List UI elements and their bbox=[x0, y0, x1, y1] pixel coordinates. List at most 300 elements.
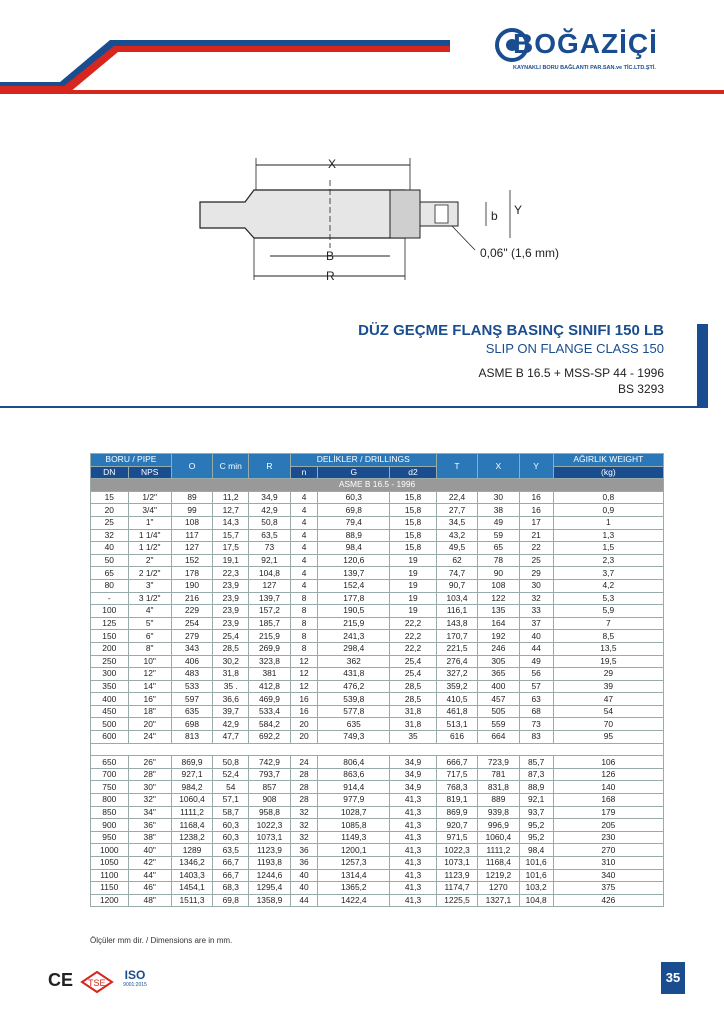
table-row bbox=[91, 642, 664, 655]
table-cell: 12 bbox=[290, 668, 318, 681]
table-cell: 152,4 bbox=[318, 579, 390, 592]
table-cell: 89 bbox=[171, 491, 212, 504]
table-cell: 20 bbox=[290, 731, 318, 744]
table-cell: 750 bbox=[91, 781, 129, 794]
table-cell: 1111,2 bbox=[478, 844, 519, 857]
table-cell: 65 bbox=[478, 542, 519, 555]
table-cell: 908 bbox=[249, 794, 290, 807]
table-cell: 41,3 bbox=[390, 857, 437, 870]
table-cell: 1225,5 bbox=[436, 894, 477, 907]
table-cell: 16 bbox=[290, 705, 318, 718]
table-cell: 46" bbox=[128, 882, 171, 895]
table-row bbox=[91, 857, 664, 870]
table-cell: 1365,2 bbox=[318, 882, 390, 895]
table-cell: 1060,4 bbox=[478, 831, 519, 844]
table-cell: 65 bbox=[91, 567, 129, 580]
table-cell: 1022,3 bbox=[436, 844, 477, 857]
table-cell: 98,4 bbox=[318, 542, 390, 555]
th-y: Y bbox=[519, 454, 553, 479]
table-cell: 1,5 bbox=[553, 542, 663, 555]
table-row bbox=[91, 731, 664, 744]
table-cell: 40 bbox=[91, 542, 129, 555]
label-y: Y bbox=[514, 203, 523, 217]
iso-text: ISO bbox=[124, 968, 146, 982]
table-cell: 600 bbox=[91, 731, 129, 744]
table-cell: 30" bbox=[128, 781, 171, 794]
table-cell: 269,9 bbox=[249, 642, 290, 655]
table-cell: 49 bbox=[478, 516, 519, 529]
table-cell: 200 bbox=[91, 642, 129, 655]
table-cell: 19 bbox=[390, 567, 437, 580]
table-cell: 1174,7 bbox=[436, 882, 477, 895]
table-cell: 4" bbox=[128, 605, 171, 618]
table-cell: 57,1 bbox=[213, 794, 249, 807]
table-cell: 42" bbox=[128, 857, 171, 870]
table-cell: 22,4 bbox=[436, 491, 477, 504]
table-cell: 38 bbox=[478, 504, 519, 517]
table-cell: 1257,3 bbox=[318, 857, 390, 870]
table-cell: 42,9 bbox=[249, 504, 290, 517]
table-cell: 12,7 bbox=[213, 504, 249, 517]
table-cell: 4 bbox=[290, 542, 318, 555]
table-cell: 950 bbox=[91, 831, 129, 844]
table-cell: 95,2 bbox=[519, 819, 553, 832]
table-cell: 869,9 bbox=[436, 806, 477, 819]
table-cell: 15,7 bbox=[213, 529, 249, 542]
label-R: R bbox=[326, 269, 335, 283]
table-cell: 22,2 bbox=[390, 617, 437, 630]
table-cell: 41,3 bbox=[390, 882, 437, 895]
table-cell: 863,6 bbox=[318, 768, 390, 781]
table-cell: 120,6 bbox=[318, 554, 390, 567]
table-cell: 857 bbox=[249, 781, 290, 794]
table-cell: 1346,2 bbox=[171, 857, 212, 870]
table-cell: 157,2 bbox=[249, 605, 290, 618]
table-cell: 559 bbox=[478, 718, 519, 731]
table-cell: 749,3 bbox=[318, 731, 390, 744]
table-cell: 616 bbox=[436, 731, 477, 744]
table-cell: 50,8 bbox=[213, 756, 249, 769]
table-cell: 44 bbox=[290, 894, 318, 907]
table-cell: 103,4 bbox=[436, 592, 477, 605]
table-cell: 25 bbox=[91, 516, 129, 529]
table-row bbox=[91, 668, 664, 681]
table-cell: 1168,4 bbox=[171, 819, 212, 832]
table-cell: 127 bbox=[249, 579, 290, 592]
table-cell: 920,7 bbox=[436, 819, 477, 832]
table-cell: 12" bbox=[128, 668, 171, 681]
table-cell: 73 bbox=[519, 718, 553, 731]
table-cell: 104,8 bbox=[249, 567, 290, 580]
table-cell: 1295,4 bbox=[249, 882, 290, 895]
table-cell: 831,8 bbox=[478, 781, 519, 794]
table-cell: 40 bbox=[519, 630, 553, 643]
table-cell: 3" bbox=[128, 579, 171, 592]
brand-subtitle: KAYNAKLI BORU BAĞLANTI PAR.SAN.ve TİC.LTD.ŞTİ. bbox=[513, 65, 656, 71]
table-cell: 17 bbox=[519, 516, 553, 529]
th-r: R bbox=[249, 454, 290, 479]
table-row bbox=[91, 705, 664, 718]
table-cell: 36" bbox=[128, 819, 171, 832]
table-row bbox=[91, 781, 664, 794]
table-cell: 16 bbox=[519, 504, 553, 517]
table-cell: 340 bbox=[553, 869, 663, 882]
table-cell: 1060,4 bbox=[171, 794, 212, 807]
th-kg: (kg) bbox=[553, 466, 663, 479]
table-cell: 52,4 bbox=[213, 768, 249, 781]
table-row bbox=[91, 592, 664, 605]
table-cell: 2 1/2" bbox=[128, 567, 171, 580]
table-cell: 41,3 bbox=[390, 869, 437, 882]
table-cell: 505 bbox=[478, 705, 519, 718]
table-cell: 17,5 bbox=[213, 542, 249, 555]
table-cell: - bbox=[91, 592, 129, 605]
table-cell: 723,9 bbox=[478, 756, 519, 769]
table-cell: 2,3 bbox=[553, 554, 663, 567]
table-cell: 19,5 bbox=[553, 655, 663, 668]
table-cell: 1454,1 bbox=[171, 882, 212, 895]
table-row bbox=[91, 882, 664, 895]
table-cell: 63,5 bbox=[213, 844, 249, 857]
table-cell: 73 bbox=[249, 542, 290, 555]
table-cell: 50,8 bbox=[249, 516, 290, 529]
table-row bbox=[91, 504, 664, 517]
table-cell: 664 bbox=[478, 731, 519, 744]
table-cell: 14" bbox=[128, 680, 171, 693]
table-cell: 29 bbox=[519, 567, 553, 580]
table-cell: 140 bbox=[553, 781, 663, 794]
table-cell: 1123,9 bbox=[249, 844, 290, 857]
table-cell: 22 bbox=[519, 542, 553, 555]
table-cell: 88,9 bbox=[318, 529, 390, 542]
label-B: B bbox=[326, 249, 335, 263]
table-cell: 1149,3 bbox=[318, 831, 390, 844]
th-weight: AĞIRLIK WEIGHT bbox=[553, 454, 663, 467]
table-cell: 101,6 bbox=[519, 857, 553, 870]
brand-name: BOĞAZİÇİ bbox=[513, 28, 658, 59]
table-cell: 20" bbox=[128, 718, 171, 731]
dimension-table bbox=[90, 453, 664, 907]
table-cell: 34,9 bbox=[390, 768, 437, 781]
table-row bbox=[91, 806, 664, 819]
table-cell: 16" bbox=[128, 693, 171, 706]
iso-badge-icon bbox=[120, 968, 150, 988]
table-cell: 26" bbox=[128, 756, 171, 769]
title-tr: DÜZ GEÇME FLANŞ BASINÇ SINIFI 150 LB bbox=[358, 322, 664, 339]
table-cell: 21 bbox=[519, 529, 553, 542]
table-cell: 23,9 bbox=[213, 605, 249, 618]
table-cell: 59 bbox=[478, 529, 519, 542]
table-row bbox=[91, 579, 664, 592]
table-cell: 246 bbox=[478, 642, 519, 655]
table-cell: 12 bbox=[290, 680, 318, 693]
table-cell: 500 bbox=[91, 718, 129, 731]
table-cell: 381 bbox=[249, 668, 290, 681]
table-cell: 984,2 bbox=[171, 781, 212, 794]
table-cell: 28 bbox=[290, 794, 318, 807]
table-cell: 170,7 bbox=[436, 630, 477, 643]
table-cell: 47,7 bbox=[213, 731, 249, 744]
table-cell: 66,7 bbox=[213, 857, 249, 870]
table-cell: 38" bbox=[128, 831, 171, 844]
table-cell: 483 bbox=[171, 668, 212, 681]
table-cell: 1270 bbox=[478, 882, 519, 895]
table-cell: 0,8 bbox=[553, 491, 663, 504]
table-cell: 375 bbox=[553, 882, 663, 895]
table-cell: 106 bbox=[553, 756, 663, 769]
table-cell: 19 bbox=[390, 605, 437, 618]
th-o: O bbox=[171, 454, 212, 479]
table-row bbox=[91, 567, 664, 580]
table-cell: 1358,9 bbox=[249, 894, 290, 907]
table-cell: 1219,2 bbox=[478, 869, 519, 882]
table-cell: 27,7 bbox=[436, 504, 477, 517]
table-cell: 8,5 bbox=[553, 630, 663, 643]
table-cell: 1403,3 bbox=[171, 869, 212, 882]
table-cell: 190,5 bbox=[318, 605, 390, 618]
table-cell: 63,5 bbox=[249, 529, 290, 542]
table-cell: 362 bbox=[318, 655, 390, 668]
table-cell: 25,4 bbox=[213, 630, 249, 643]
table-cell: 221,5 bbox=[436, 642, 477, 655]
table-cell: 5,9 bbox=[553, 605, 663, 618]
table-cell: 12 bbox=[290, 655, 318, 668]
table-cell: 37 bbox=[519, 617, 553, 630]
table-cell: 457 bbox=[478, 693, 519, 706]
table-cell: 412,8 bbox=[249, 680, 290, 693]
table-cell: 216 bbox=[171, 592, 212, 605]
table-cell: 806,4 bbox=[318, 756, 390, 769]
table-cell: 1 1/2" bbox=[128, 542, 171, 555]
units-note: Ölçüler mm dir. / Dimensions are in mm. bbox=[90, 936, 233, 945]
table-cell: 22,3 bbox=[213, 567, 249, 580]
table-cell: 469,9 bbox=[249, 693, 290, 706]
table-cell: 32 bbox=[290, 819, 318, 832]
table-cell: 577,8 bbox=[318, 705, 390, 718]
table-cell: 41,3 bbox=[390, 894, 437, 907]
table-cell: 108 bbox=[171, 516, 212, 529]
table-cell: 135 bbox=[478, 605, 519, 618]
table-cell: 150 bbox=[91, 630, 129, 643]
table-cell: 1289 bbox=[171, 844, 212, 857]
table-row bbox=[91, 655, 664, 668]
table-cell: 8 bbox=[290, 605, 318, 618]
table-cell: 15,8 bbox=[390, 504, 437, 517]
table-cell: 179 bbox=[553, 806, 663, 819]
table-cell: 139,7 bbox=[318, 567, 390, 580]
table-cell: 23,9 bbox=[213, 592, 249, 605]
table-cell: 7 bbox=[553, 617, 663, 630]
table-cell: 461,8 bbox=[436, 705, 477, 718]
table-cell: 23,9 bbox=[213, 617, 249, 630]
table-cell: 34,9 bbox=[249, 491, 290, 504]
table-cell: 43,2 bbox=[436, 529, 477, 542]
table-cell: 28 bbox=[290, 781, 318, 794]
table-cell: 1022,3 bbox=[249, 819, 290, 832]
table-cell: 19,1 bbox=[213, 554, 249, 567]
table-cell: 229 bbox=[171, 605, 212, 618]
table-cell: 54 bbox=[553, 705, 663, 718]
table-cell: 692,2 bbox=[249, 731, 290, 744]
table-cell: 15,8 bbox=[390, 516, 437, 529]
table-cell: 533,4 bbox=[249, 705, 290, 718]
table-cell: 666,7 bbox=[436, 756, 477, 769]
divider-line bbox=[0, 406, 708, 408]
table-cell: 1200 bbox=[91, 894, 129, 907]
table-cell: 63 bbox=[519, 693, 553, 706]
table-cell: 95,2 bbox=[519, 831, 553, 844]
table-cell: 1 bbox=[553, 516, 663, 529]
table-row bbox=[91, 617, 664, 630]
table-cell: 90,7 bbox=[436, 579, 477, 592]
table-cell: 185,7 bbox=[249, 617, 290, 630]
table-cell: 323,8 bbox=[249, 655, 290, 668]
table-row bbox=[91, 819, 664, 832]
table-cell: 34,9 bbox=[390, 781, 437, 794]
table-cell: 819,1 bbox=[436, 794, 477, 807]
table-cell: 431,8 bbox=[318, 668, 390, 681]
table-row bbox=[91, 491, 664, 504]
table-cell: 100 bbox=[91, 605, 129, 618]
th-drillings: DELİKLER / DRILLINGS bbox=[290, 454, 436, 467]
table-cell: 793,7 bbox=[249, 768, 290, 781]
table-cell: 6" bbox=[128, 630, 171, 643]
table-cell: 4 bbox=[290, 554, 318, 567]
table-cell: 80 bbox=[91, 579, 129, 592]
table-cell: 32 bbox=[290, 806, 318, 819]
table-cell: 58,7 bbox=[213, 806, 249, 819]
table-cell: 635 bbox=[318, 718, 390, 731]
table-cell: 125 bbox=[91, 617, 129, 630]
table-cell: 250 bbox=[91, 655, 129, 668]
table-cell: 305 bbox=[478, 655, 519, 668]
table-cell: 85,7 bbox=[519, 756, 553, 769]
table-cell: 1028,7 bbox=[318, 806, 390, 819]
table-cell: 4 bbox=[290, 504, 318, 517]
table-cell: 2" bbox=[128, 554, 171, 567]
table-row bbox=[91, 554, 664, 567]
table-cell: 95 bbox=[553, 731, 663, 744]
table-cell: 597 bbox=[171, 693, 212, 706]
table-cell: 1073,1 bbox=[249, 831, 290, 844]
table-cell: 8 bbox=[290, 642, 318, 655]
table-cell: 117 bbox=[171, 529, 212, 542]
table-cell: 31,8 bbox=[213, 668, 249, 681]
table-cell: 101,6 bbox=[519, 869, 553, 882]
table-cell: 23,9 bbox=[213, 579, 249, 592]
table-cell: 1,3 bbox=[553, 529, 663, 542]
table-cell: 19 bbox=[390, 579, 437, 592]
table-cell: 68,3 bbox=[213, 882, 249, 895]
th-t: T bbox=[436, 454, 477, 479]
table-cell: 215,9 bbox=[318, 617, 390, 630]
table-cell: 1168,4 bbox=[478, 857, 519, 870]
table-cell: 19 bbox=[390, 592, 437, 605]
table-cell: 28" bbox=[128, 768, 171, 781]
table-cell: 3/4" bbox=[128, 504, 171, 517]
table-cell: 74,7 bbox=[436, 567, 477, 580]
table-row bbox=[91, 894, 664, 907]
table-cell: 13,5 bbox=[553, 642, 663, 655]
table-cell: 5" bbox=[128, 617, 171, 630]
table-cell: 1314,4 bbox=[318, 869, 390, 882]
table-row bbox=[91, 680, 664, 693]
table-cell: 768,3 bbox=[436, 781, 477, 794]
label-b: b bbox=[491, 209, 498, 223]
table-cell: 66,7 bbox=[213, 869, 249, 882]
table-cell: 42,9 bbox=[213, 718, 249, 731]
table-cell: 1422,4 bbox=[318, 894, 390, 907]
table-cell: 1244,6 bbox=[249, 869, 290, 882]
table-cell: 103,2 bbox=[519, 882, 553, 895]
table-cell: 47 bbox=[553, 693, 663, 706]
section-label: BS 3293 bbox=[91, 743, 664, 756]
table-cell: 850 bbox=[91, 806, 129, 819]
table-cell: 39,7 bbox=[213, 705, 249, 718]
table-cell: 41,3 bbox=[390, 831, 437, 844]
table-cell: 177,8 bbox=[318, 592, 390, 605]
table-cell: 327,2 bbox=[436, 668, 477, 681]
flange-diagram bbox=[190, 150, 590, 290]
table-cell: 99 bbox=[171, 504, 212, 517]
table-cell: 700 bbox=[91, 768, 129, 781]
table-row bbox=[91, 844, 664, 857]
tse-icon bbox=[80, 970, 114, 994]
table-cell: 3 1/2" bbox=[128, 592, 171, 605]
table-cell: 50 bbox=[91, 554, 129, 567]
table-cell: 88,9 bbox=[519, 781, 553, 794]
table-cell: 650 bbox=[91, 756, 129, 769]
table-cell: 254 bbox=[171, 617, 212, 630]
table-cell: 69,8 bbox=[213, 894, 249, 907]
table-cell: 977,9 bbox=[318, 794, 390, 807]
table-cell: 300 bbox=[91, 668, 129, 681]
table-cell: 539,8 bbox=[318, 693, 390, 706]
table-cell: 30 bbox=[519, 579, 553, 592]
table-cell: 39 bbox=[553, 680, 663, 693]
table-cell: 60,3 bbox=[213, 831, 249, 844]
table-cell: 139,7 bbox=[249, 592, 290, 605]
table-cell: 30,2 bbox=[213, 655, 249, 668]
table-cell: 83 bbox=[519, 731, 553, 744]
table-cell: 126 bbox=[553, 768, 663, 781]
table-cell: 90 bbox=[478, 567, 519, 580]
table-body bbox=[91, 479, 664, 907]
table-cell: 16 bbox=[519, 491, 553, 504]
table-cell: 92,1 bbox=[519, 794, 553, 807]
table-cell: 44" bbox=[128, 869, 171, 882]
table-cell: 24 bbox=[290, 756, 318, 769]
table-cell: 36 bbox=[290, 844, 318, 857]
table-cell: 1/2" bbox=[128, 491, 171, 504]
table-cell: 122 bbox=[478, 592, 519, 605]
header-banner bbox=[0, 0, 724, 100]
table-cell: 70 bbox=[553, 718, 663, 731]
table-cell: 958,8 bbox=[249, 806, 290, 819]
table-cell: 41,3 bbox=[390, 806, 437, 819]
table-cell: 971,5 bbox=[436, 831, 477, 844]
table-cell: 1150 bbox=[91, 882, 129, 895]
page-number: 35 bbox=[661, 962, 685, 994]
table-cell: 0,9 bbox=[553, 504, 663, 517]
table-cell: 36 bbox=[290, 857, 318, 870]
th-g: G bbox=[318, 466, 390, 479]
table-row bbox=[91, 831, 664, 844]
table-cell: 781 bbox=[478, 768, 519, 781]
th-boru: BORU / PIPE bbox=[91, 454, 172, 467]
table-cell: 8 bbox=[290, 630, 318, 643]
label-x: X bbox=[328, 157, 337, 171]
